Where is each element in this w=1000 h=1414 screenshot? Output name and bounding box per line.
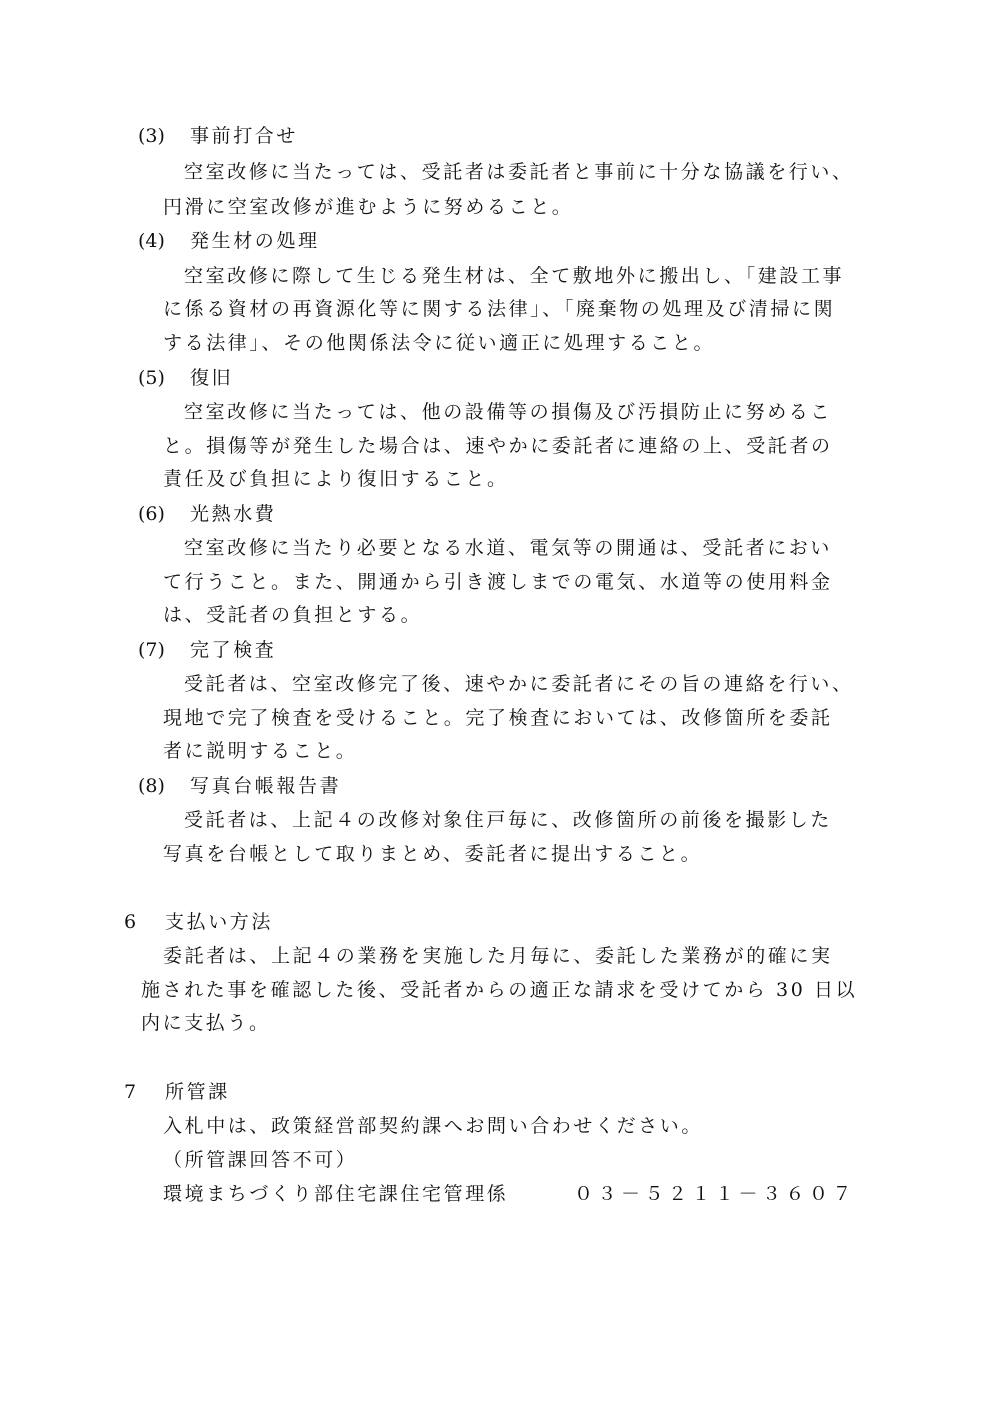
item-3-heading: 事前打合せ bbox=[190, 125, 299, 147]
item-3-number: (3) bbox=[138, 125, 165, 147]
item-7-number: (7) bbox=[138, 639, 165, 661]
section-6-line-1: 委託者は、上記４の業務を実施した月毎に、委託した業務が的確に実 bbox=[163, 945, 833, 967]
item-6-line-2: て行うこと。また、開通から引き渡しまでの電気、水道等の使用料金 bbox=[163, 571, 833, 593]
item-8-heading: 写真台帳報告書 bbox=[190, 775, 342, 797]
item-7-heading: 完了検査 bbox=[190, 639, 277, 661]
item-7-line-1: 受託者は、空室改修完了後、速やかに委託者にその旨の連絡を行い、 bbox=[184, 673, 854, 695]
item-8-number: (8) bbox=[138, 775, 165, 797]
section-6-heading: 支払い方法 bbox=[165, 911, 274, 933]
section-7-no-answer-note: （所管課回答不可） bbox=[163, 1149, 358, 1171]
section-7-department: 環境まちづくり部住宅課住宅管理係 bbox=[163, 1183, 509, 1205]
section-6-number: 6 bbox=[124, 911, 137, 933]
item-4-line-2: に係る資材の再資源化等に関する法律」、「廃棄物の処理及び清掃に関 bbox=[163, 298, 836, 320]
item-7-line-3: 者に説明すること。 bbox=[163, 740, 358, 762]
section-6-line-2: 施された事を確認した後、受託者からの適正な請求を受けてから 30 日以 bbox=[141, 979, 858, 1001]
item-8-line-2: 写真を台帳として取りまとめ、委託者に提出すること。 bbox=[163, 843, 703, 865]
item-5-line-3: 責任及び負担により復旧すること。 bbox=[163, 468, 509, 490]
item-6-number: (6) bbox=[138, 503, 165, 525]
item-3-line-2: 円滑に空室改修が進むように努めること。 bbox=[163, 196, 574, 218]
section-6-line-3: 内に支払う。 bbox=[141, 1012, 271, 1034]
item-5-line-2: と。損傷等が発生した場合は、速やかに委託者に連絡の上、受託者の bbox=[163, 435, 833, 457]
item-5-number: (5) bbox=[138, 367, 165, 389]
item-4-heading: 発生材の処理 bbox=[190, 230, 320, 252]
section-7-phone-number: ０３－５２１１－３６０７ bbox=[574, 1183, 857, 1205]
item-6-line-3: は、受託者の負担とする。 bbox=[163, 604, 423, 626]
item-5-heading: 復旧 bbox=[190, 367, 234, 389]
item-6-line-1: 空室改修に当たり必要となる水道、電気等の開通は、受託者におい bbox=[184, 537, 833, 559]
item-4-line-1: 空室改修に際して生じる発生材は、全て敷地外に搬出し、「建設工事 bbox=[184, 265, 845, 287]
item-3-line-1: 空室改修に当たっては、受託者は委託者と事前に十分な協議を行い、 bbox=[184, 161, 854, 183]
section-7-heading: 所管課 bbox=[165, 1081, 230, 1103]
item-6-heading: 光熱水費 bbox=[190, 503, 277, 525]
item-8-line-1: 受託者は、上記４の改修対象住戸毎に、改修箇所の前後を撮影した bbox=[184, 809, 833, 831]
item-7-line-2: 現地で完了検査を受けること。完了検査においては、改修箇所を委託 bbox=[163, 707, 833, 729]
section-7-number: 7 bbox=[124, 1081, 137, 1103]
item-4-number: (4) bbox=[138, 230, 165, 252]
item-4-line-3: する法律」、その他関係法令に従い適正に処理すること。 bbox=[163, 332, 716, 354]
item-5-line-1: 空室改修に当たっては、他の設備等の損傷及び汚損防止に努めるこ bbox=[184, 401, 833, 423]
section-7-contact-note: 入札中は、政策経営部契約課へお問い合わせください。 bbox=[163, 1115, 704, 1137]
